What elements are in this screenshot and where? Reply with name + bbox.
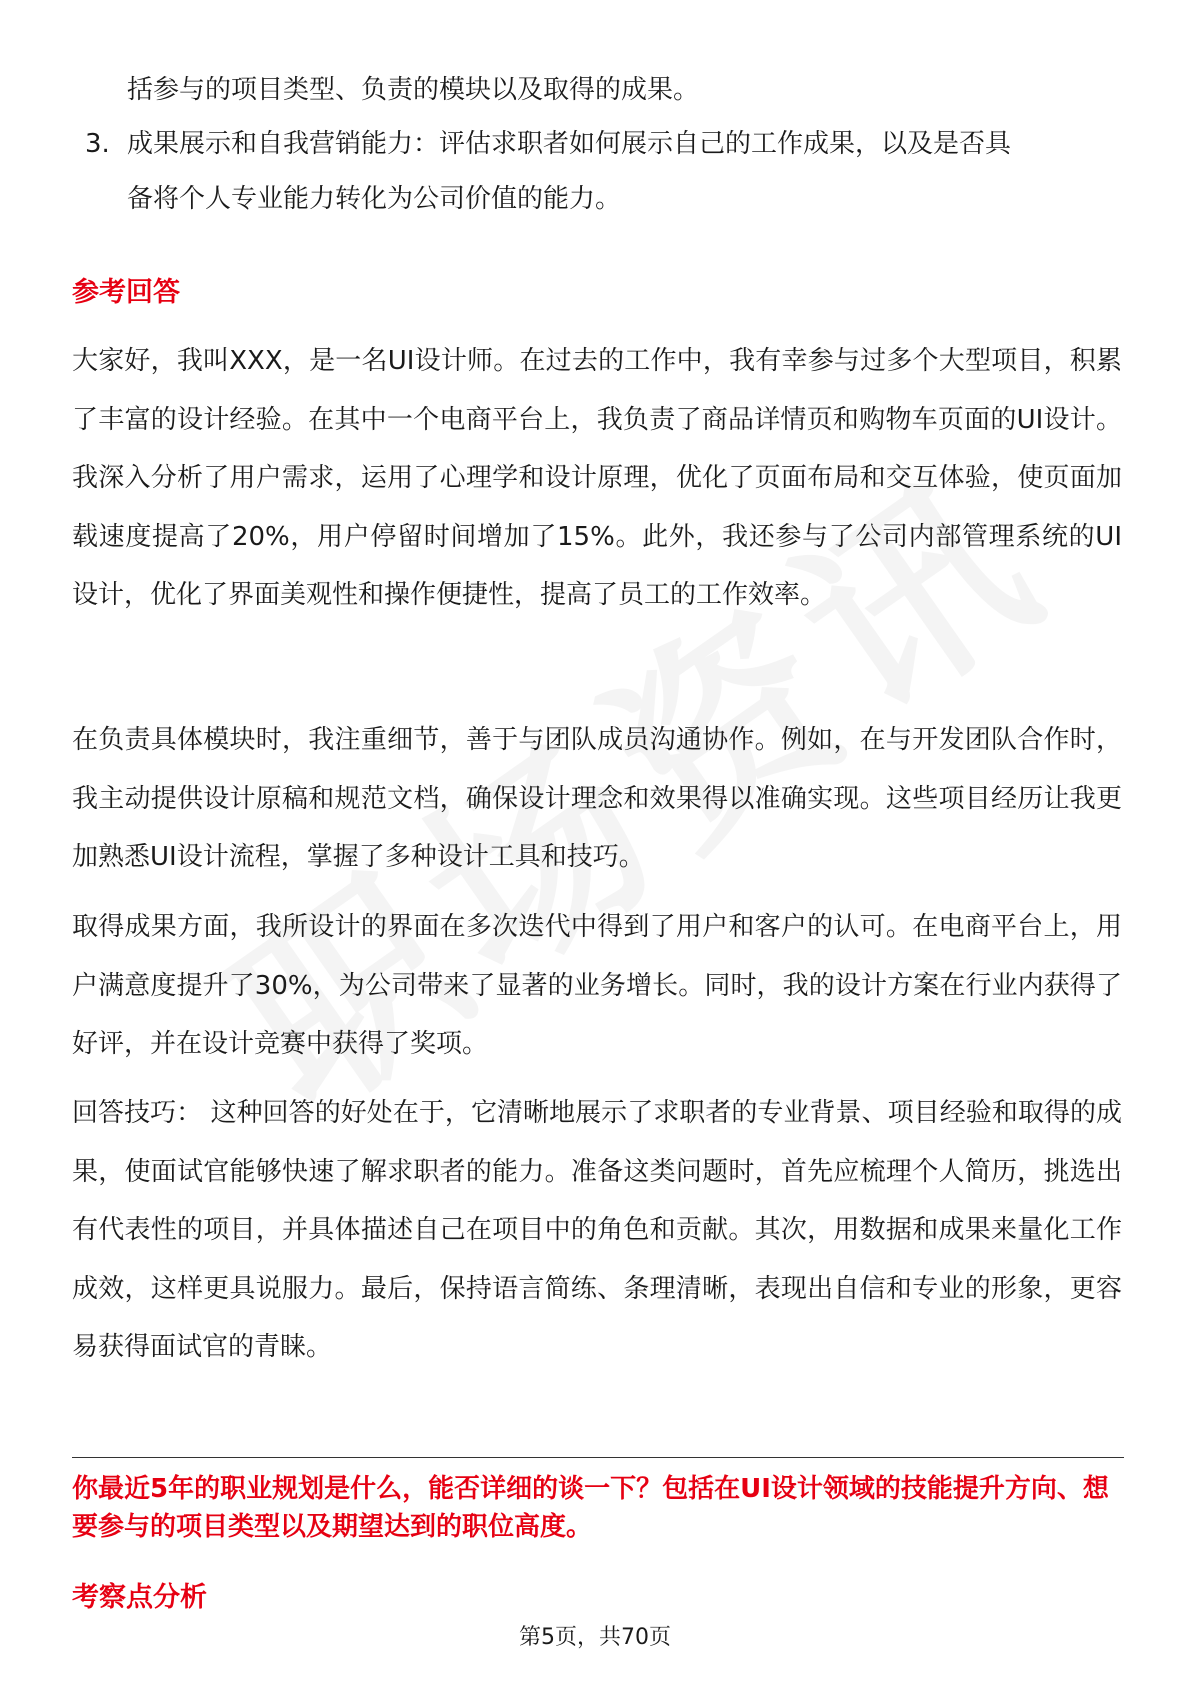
answer-tips-paragraph: 回答技巧： 这种回答的好处在于，它清晰地展示了求职者的专业背景、项目经验和取得的成果，使面试官能够快速了解求职者的能力。准备这类问题时，首先应梳理个人简历，挑选出有代表性的项目，并具体描述自己在项目中的角色和贡献。其次，用数据和成果来量化工作成效，这样更具说服力。最后，保持语言简练、条理清晰，表现出自信和专业的形象，更容易获得面试官的青睐。 [72,1098,1122,1362]
list-item-3-line1: 成果展示和自我营销能力：评估求职者如何展示自己的工作成果，以及是否具 [127,129,1012,159]
list-item-3-number: 3. [85,129,110,159]
list-item-3-line2: 备将个人专业能力转化为公司价值的能力。 [127,184,622,214]
list-item-2-continuation: 括参与的项目类型、负责的模块以及取得的成果。 [127,75,700,105]
answer-paragraph-2: 在负责具体模块时，我注重细节，善于与团队成员沟通协作。例如，在与开发团队合作时，我主动提供设计原稿和规范文档，确保设计理念和效果得以准确实现。这些项目经历让我更加熟悉UI设计流程，掌握了多种设计工具和技巧。 [72,725,1122,872]
answer-paragraph-3: 取得成果方面，我所设计的界面在多次迭代中得到了用户和客户的认可。在电商平台上，用户满意度提升了30%，为公司带来了显著的业务增长。同时，我的设计方案在行业内获得了好评，并在设计竞赛中获得了奖项。 [72,912,1122,1059]
next-question-title: 你最近5年的职业规划是什么，能否详细的谈一下？包括在UI设计领域的技能提升方向、想要参与的项目类型以及期望达到的职位高度。 [72,1474,1109,1542]
section-divider [72,1457,1124,1458]
reference-answer-title: 参考回答 [72,277,180,308]
answer-paragraph-1: 大家好，我叫XXX，是一名UI设计师。在过去的工作中，我有幸参与过多个大型项目，积累了丰富的设计经验。在其中一个电商平台上，我负责了商品详情页和购物车页面的UI设计。我深入分析了用户需求，运用了心理学和设计原理，优化了页面布局和交互体验，使页面加载速度提高了20%，用户停留时间增加了15%。此外，我还参与了公司内部管理系统的UI设计，优化了界面美观性和操作便捷性，提高了员工的工作效率。 [72,346,1122,610]
page-number-footer: 第5页，共70页 [519,1625,671,1650]
analysis-title: 考察点分析 [72,1582,207,1613]
